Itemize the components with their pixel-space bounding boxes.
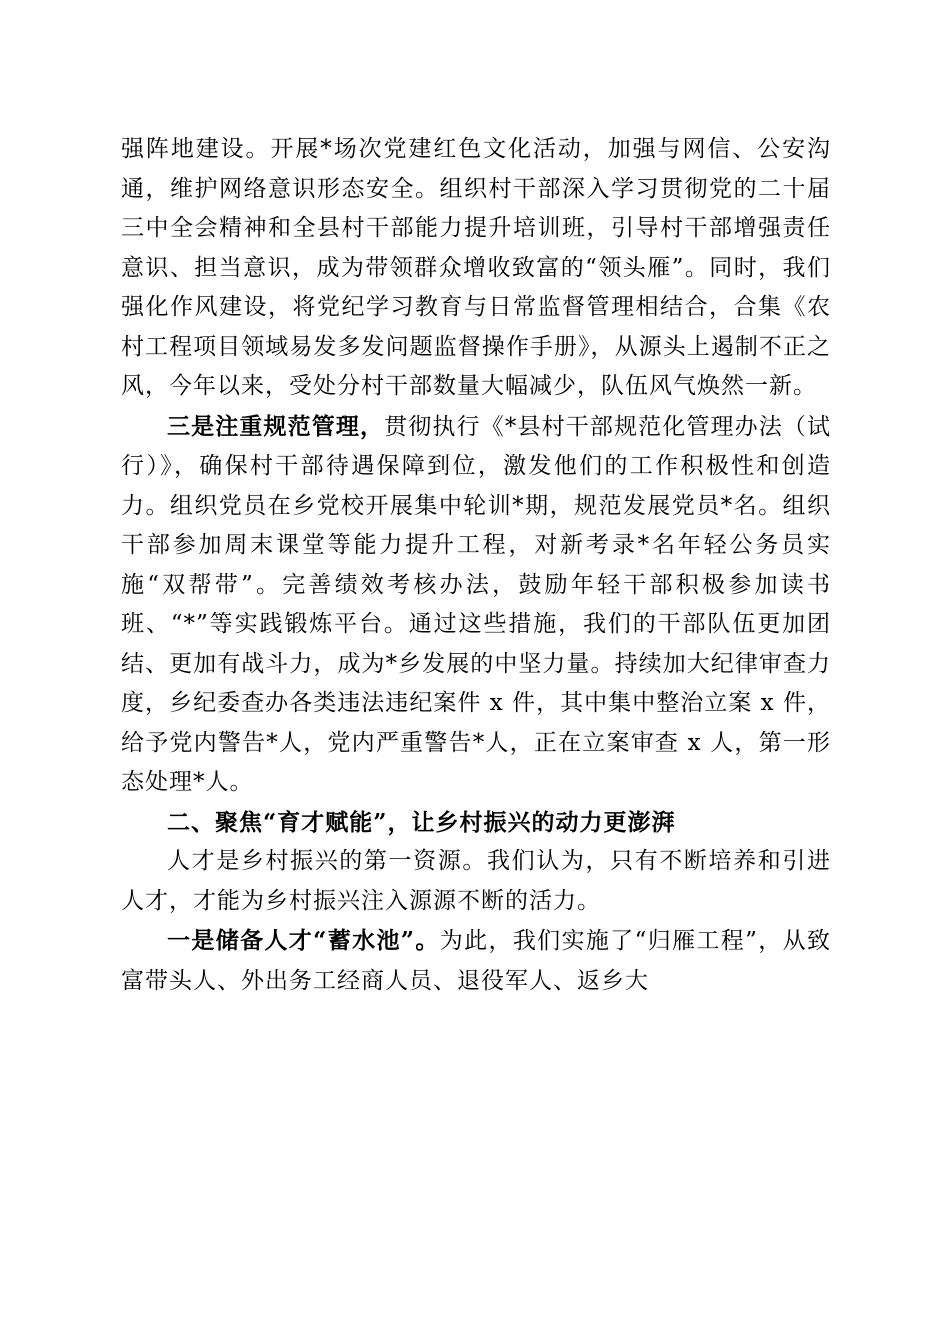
body-paragraph-1 xyxy=(121,130,831,407)
paragraph-4-lead: 一是储备人才“蓄水池”。 xyxy=(167,927,440,954)
paragraph-2-lead: 三是注重规范管理， xyxy=(167,412,385,440)
body-paragraph-2 xyxy=(121,407,831,803)
section-heading: 二、聚焦“育才赋能”，让乡村振兴的动力更澎湃 xyxy=(167,808,676,836)
paragraph-3-text: 人才是乡村振兴的第一资源。我们认为，只有不断培养和引进人才，才能为乡村振兴注入源源不断的活力。 xyxy=(121,848,831,914)
paragraph-1-text: 强阵地建设。开展*场次党建红色文化活动，加强与网信、公安沟通，维护网络意识形态安全。组织村干部深入学习贯彻党的二十届三中全会精神和全县村干部能力提升培训班，引导村干部增强责任意识、担当意识，成为带领群众增收致富的“领头雁”。同时，我们强化作风建设，将党纪学习教育与日常监督管理相结合，合集《农村工程项目领域易发多发问题监督操作手册》，从源头上遏制不正之风，今年以来，受处分村干部数量大幅减少，队伍风气焕然一新。 xyxy=(121,136,831,399)
document-page xyxy=(121,130,831,1001)
body-paragraph-4 xyxy=(121,921,831,1001)
paragraph-2-text: 贯彻执行《*县村干部规范化管理办法（试行）》，确保村干部待遇保障到位，激发他们的工作积极性和创造力。组织党员在乡党校开展集中轮训*期，规范发展党员*名。组织干部参加周末课堂等能力提升工程，对新考录*名年轻公务员实施“双帮带”。完善绩效考核办法，鼓励年轻干部积极参加读书班、“*”等实践锻炼平台。通过这些措施，我们的干部队伍更加团结、更加有战斗力，成为*乡发展的中坚力量。持续加大纪律审查力度，乡纪委查办各类违法违纪案件 x 件，其中集中整治立案 x 件，给予党内警告*人，党内严重警告*人，正在立案审查 x 人，第一形态处理*人。 xyxy=(121,413,832,795)
paragraph-4-text: 为此，我们实施了“归雁工程”，从致富带头人、外出务工经商人员、退役军人、返乡大 xyxy=(121,928,831,994)
body-paragraph-3 xyxy=(121,842,831,921)
